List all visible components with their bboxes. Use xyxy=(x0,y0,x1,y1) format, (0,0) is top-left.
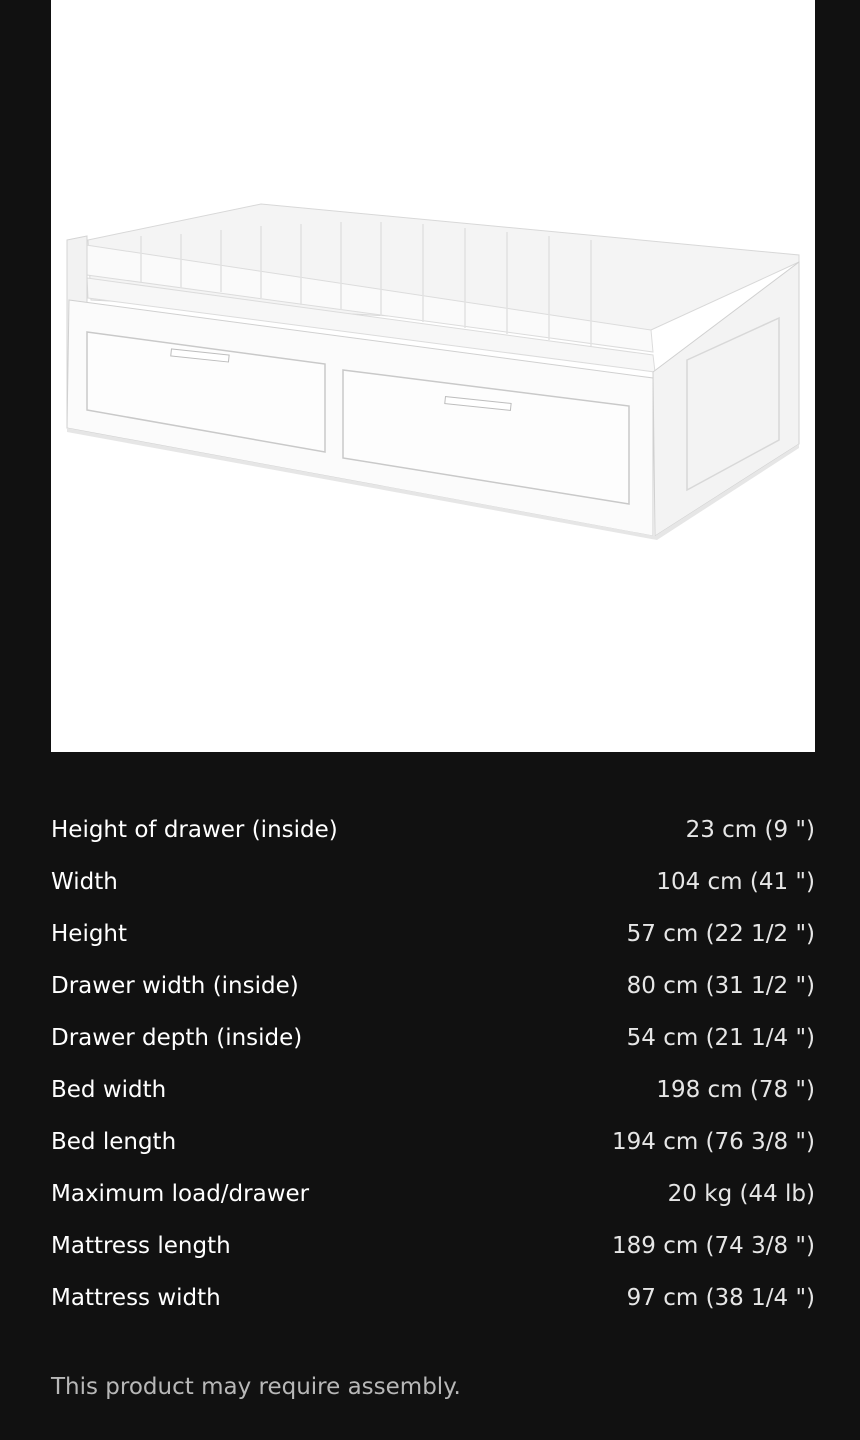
spec-label: Width xyxy=(51,869,118,895)
spec-value: 194 cm (76 3/8 ") xyxy=(611,1129,815,1155)
spec-value: 80 cm (31 1/2 ") xyxy=(626,973,815,999)
spec-row-mattress-width xyxy=(51,1272,815,1324)
spec-row-max-load xyxy=(51,1168,815,1220)
spec-label: Height of drawer (inside) xyxy=(51,817,338,843)
spec-value: 189 cm (74 3/8 ") xyxy=(611,1233,815,1259)
spec-row-drawer-height xyxy=(51,804,815,856)
spec-label: Bed length xyxy=(51,1129,177,1155)
spec-row-bed-width xyxy=(51,1064,815,1116)
spec-row-bed-length xyxy=(51,1116,815,1168)
spec-label: Bed width xyxy=(51,1077,167,1103)
product-image[interactable] xyxy=(51,0,815,752)
spec-label: Height xyxy=(51,921,128,947)
daybed-illustration xyxy=(51,0,815,752)
spec-label: Mattress width xyxy=(51,1285,221,1311)
spec-label: Drawer depth (inside) xyxy=(51,1025,303,1051)
spec-value: 198 cm (78 ") xyxy=(656,1077,815,1103)
spec-row-width xyxy=(51,856,815,908)
spec-value: 104 cm (41 ") xyxy=(656,869,815,895)
spec-row-drawer-width xyxy=(51,960,815,1012)
spec-value: 57 cm (22 1/2 ") xyxy=(626,921,815,947)
spec-value: 20 kg (44 lb) xyxy=(667,1181,815,1207)
spec-row-height xyxy=(51,908,815,960)
assembly-note: This product may require assembly. xyxy=(51,1374,461,1400)
spec-value: 97 cm (38 1/4 ") xyxy=(626,1285,815,1311)
spec-label: Drawer width (inside) xyxy=(51,973,299,999)
spec-label: Mattress length xyxy=(51,1233,231,1259)
spec-value: 23 cm (9 ") xyxy=(685,817,815,843)
product-dimensions-list xyxy=(51,804,815,1324)
spec-value: 54 cm (21 1/4 ") xyxy=(626,1025,815,1051)
spec-row-drawer-depth xyxy=(51,1012,815,1064)
spec-label: Maximum load/drawer xyxy=(51,1181,310,1207)
spec-row-mattress-length xyxy=(51,1220,815,1272)
